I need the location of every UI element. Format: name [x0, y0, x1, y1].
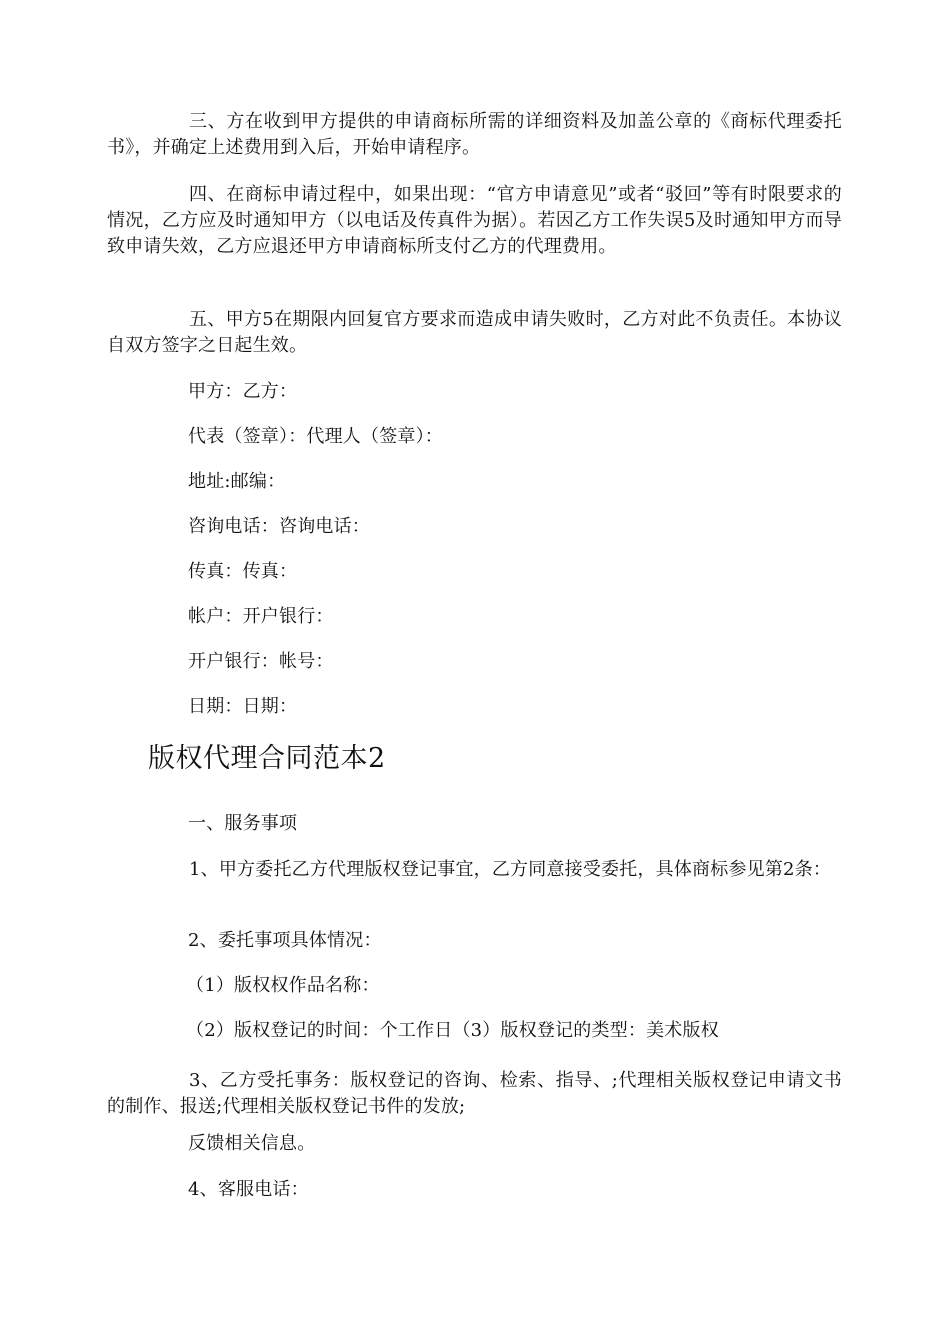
service-item-2: 2、委托事项具体情况：: [188, 930, 382, 951]
signature-phone: 咨询电话：咨询电话：: [188, 516, 370, 537]
service-item-4: 4、客服电话：: [188, 1179, 309, 1200]
paragraph-clause-3: 三、方在收到甲方提供的申请商标所需的详细资料及加盖公章的《商标代理委托书》，并确定上述费用到入后，开始申请程序。: [107, 111, 842, 158]
signature-date: 日期：日期：: [188, 696, 298, 717]
service-item-3-continued: 反馈相关信息。: [188, 1133, 316, 1154]
section-title: 版权代理合同范本2: [148, 743, 386, 774]
service-item-2-2: （2）版权登记的时间：个工作日（3）版权登记的类型：美术版权: [186, 1020, 719, 1041]
service-item-2-1: （1）版权权作品名称：: [186, 975, 380, 996]
signature-representative: 代表（签章）：代理人（签章）：: [188, 426, 443, 447]
paragraph-clause-4: 四、在商标申请过程中，如果出现：“官方申请意见”或者“驳回”等有时限要求的情况，乙方应及时通知甲方（以电话及传真件为据）。若因乙方工作失误5及时通知甲方而导致申请失效，乙方应退还甲方申请商标所支付乙方的代理费用。: [107, 184, 842, 257]
signature-address: 地址:邮编：: [188, 471, 286, 492]
signature-parties: 甲方：乙方：: [188, 381, 298, 402]
service-heading: 一、服务事项: [188, 813, 298, 834]
service-item-3: 3、乙方受托事务：版权登记的咨询、检索、指导、;代理相关版权登记申请文书的制作、报送;代理相关版权登记书件的发放;: [107, 1070, 842, 1117]
paragraph-clause-5: 五、甲方5在期限内回复官方要求而造成申请失败时，乙方对此不负责任。本协议自双方签字之日起生效。: [107, 309, 842, 356]
signature-account: 帐户：开户银行：: [188, 606, 334, 627]
signature-bank: 开户银行：帐号：: [188, 651, 334, 672]
service-item-1: 1、甲方委托乙方代理版权登记事宜，乙方同意接受委托，具体商标参见第2条：: [189, 859, 832, 880]
signature-fax: 传真：传真：: [188, 561, 298, 582]
